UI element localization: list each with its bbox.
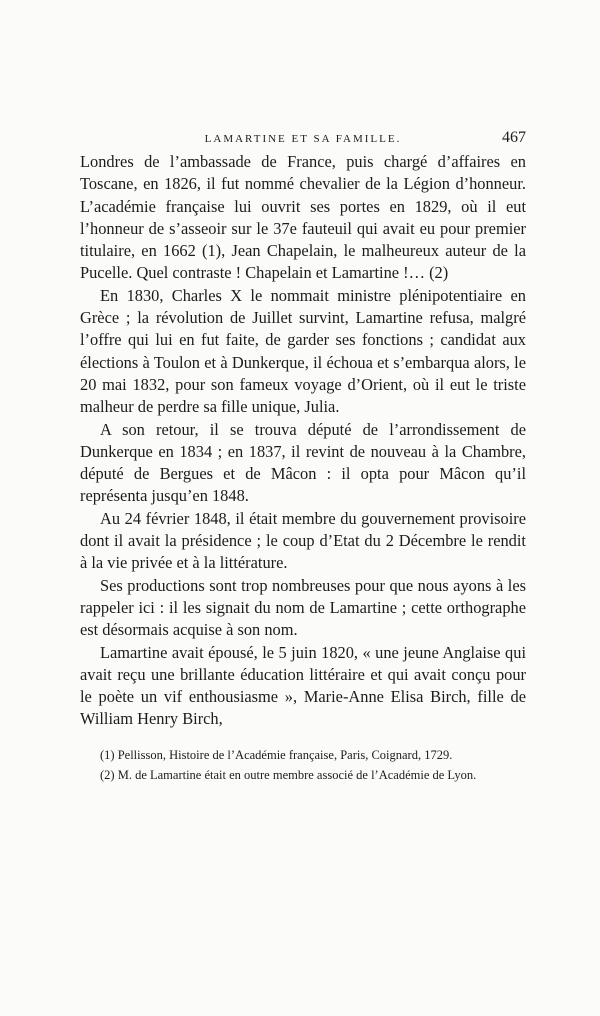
footnote: (2) M. de Lamartine était en outre membre associé de l’Académie de Lyon. [100, 767, 477, 782]
footnote: (1) Pellisson, Histoire de l’Académie française, Paris, Coignard, 1729. [100, 747, 453, 762]
page-number: 467 [502, 129, 526, 146]
paragraph: Ses productions sont trop nombreuses pour que nous ayons à les rappeler ici : il les signait du nom de Lamartine ; cette orthographe est désormais acquise à son nom. [80, 575, 526, 640]
running-title: LAMARTINE ET SA FAMILLE. [204, 133, 402, 145]
paragraph: A son retour, il se trouva député de l’arrondissement de Dunkerque en 1834 ; en 1837, il revint de nouveau à la Chambre, député de Bergues et de Mâcon : il opta pour Mâcon qu’il représenta jusqu’en 1848. [80, 419, 526, 506]
paragraph: En 1830, Charles X le nommait ministre plénipotentiaire en Grèce ; la révolution de Juillet survint, Lamartine refusa, malgré l’offre qui lui en fut faite, de garder ses fonctions ; candidat aux élections à Toulon et à Dunkerque, il échoua et s’embarqua alors, le 20 mai 1832, pour son fameux voyage d’Orient, où il eut le triste malheur de perdre sa fille unique, Julia. [80, 285, 526, 417]
paragraph: Au 24 février 1848, il était membre du gouvernement provisoire dont il avait la présidence ; le coup d’Etat du 2 Décembre le rendit à la vie privée et à la littérature. [80, 508, 526, 573]
book-page [80, 129, 526, 785]
page-header [80, 129, 526, 151]
footnotes [80, 745, 526, 785]
paragraph: Lamartine avait épousé, le 5 juin 1820, « une jeune Anglaise qui avait reçu une brillante éducation littéraire et qui avait conçu pour le poète un vif enthousiasme », Marie-Anne Elisa Birch, fille de William Henry Birch, [80, 642, 526, 729]
body-text [80, 151, 526, 731]
paragraph: Londres de l’ambassade de France, puis chargé d’affaires en Toscane, en 1826, il fut nommé chevalier de la Légion d’honneur. L’académie française lui ouvrit ses portes en 1829, où il eut l’honneur de s’asseoir sur le 37e fauteuil qui avait eu pour premier titulaire, en 1662 (1), Jean Chapelain, le malheureux auteur de la Pucelle. Quel contraste ! Chapelain et Lamartine !… (2) [80, 152, 526, 283]
